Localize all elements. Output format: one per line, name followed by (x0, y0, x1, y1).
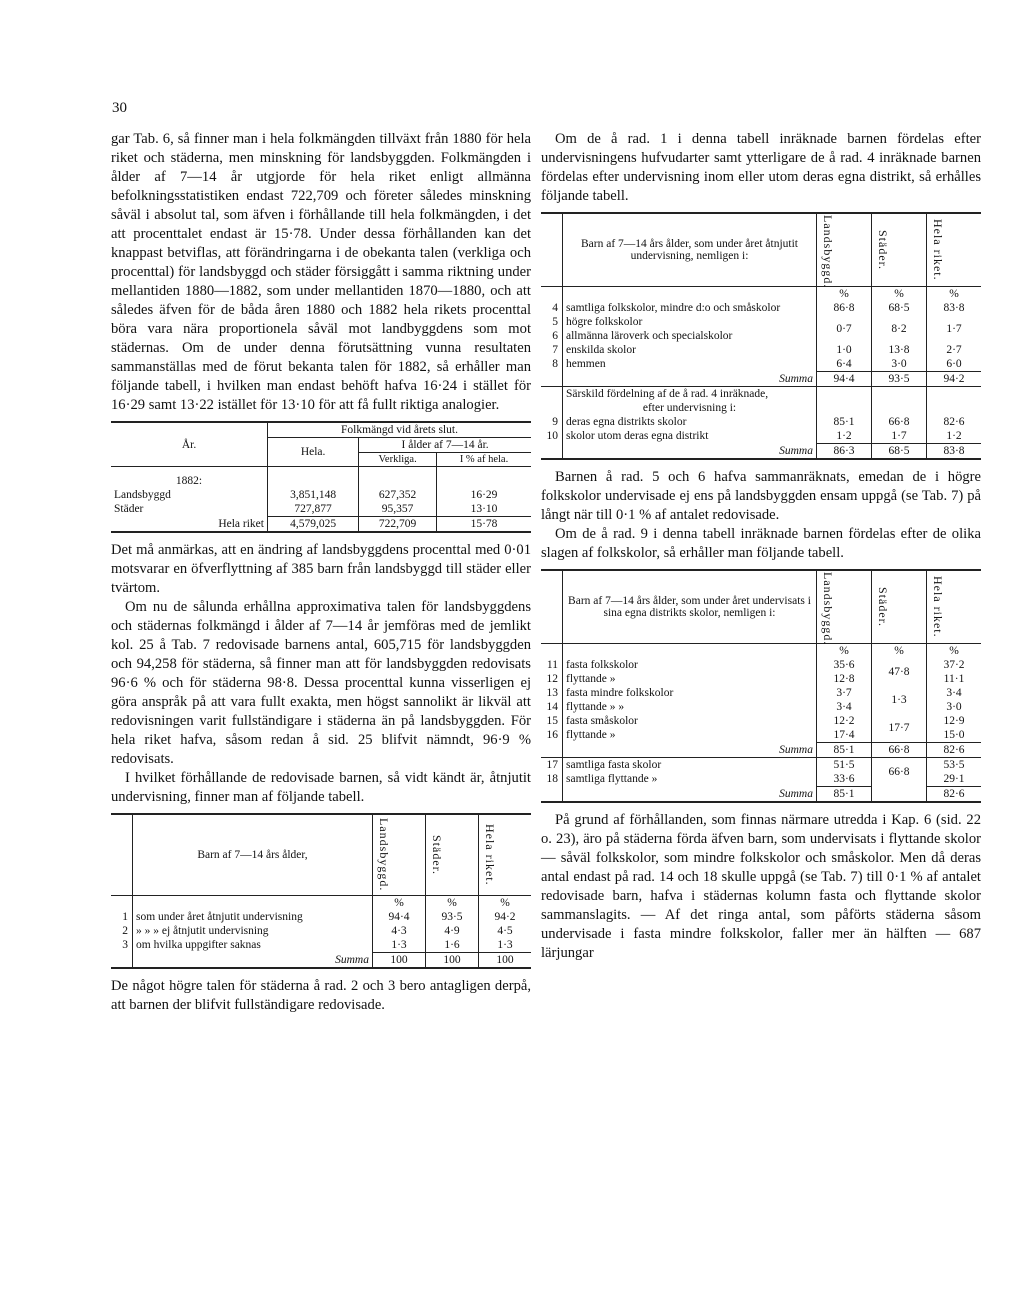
percent-sign: % (927, 644, 982, 659)
cell: 68·5 (872, 444, 927, 460)
paragraph: På grund af förhållanden, som finnas närmare utredda i Kap. 6 (sid. 22 o. 23), äro på städerna förda äfven barn, som undervisats i flyttande skolor — såväl folkskolor, som mindre folkskolor och småskolor. Men då deras antal endast på rad. 14 och 18 skulle uppgå (se Tab. 7) till 0·1 % af antalet redovisade barn, hafva i städernas kolumn fasta och flyttande skolor sammanslagits. — Af det ringa antal, som påförts städerna såsom undervisade i fasta mindre folkskolor, faller mer än hälften — 687 lärjungar (541, 812, 981, 961)
cell: 3·0 (872, 357, 927, 372)
row-number: 9 (552, 416, 558, 428)
cell: 93·5 (872, 372, 927, 387)
paragraph: De något högre talen för städerna å rad. 2 och 3 bero antagligen derpå, att barnen der blifvit fullständigare redovisade. (111, 978, 531, 1013)
page-number: 30 (112, 100, 127, 116)
row-label: flyttande » » (563, 700, 817, 714)
cell: 17·4 (817, 728, 872, 743)
cell: 82·6 (927, 787, 982, 803)
cell: 93·5 (426, 910, 479, 924)
header-land: Landsbyggd. (821, 572, 835, 646)
cell: 3·0 (927, 700, 982, 714)
cell: 11·1 (927, 672, 982, 686)
cell: 4·9 (426, 924, 479, 938)
cell: 83·8 (927, 444, 982, 460)
table-row (541, 301, 981, 315)
row-number: 2 (122, 925, 128, 937)
cell: 6·4 (817, 357, 872, 372)
cell: 29·1 (927, 772, 982, 787)
cell: 86·8 (817, 301, 872, 315)
header-hela: Hela riket. (931, 576, 945, 638)
cell: 51·5 (817, 758, 872, 773)
cell: 727,877 (268, 502, 359, 517)
percent-sign: % (479, 896, 532, 911)
cell: 12·2 (817, 714, 872, 728)
cell: 13·10 (437, 502, 531, 517)
cell: 85·1 (817, 415, 872, 429)
header-label: Barn af 7—14 års ålder, (133, 814, 373, 896)
cell: 86·3 (817, 444, 872, 460)
table-row (541, 686, 981, 700)
row-number: 7 (552, 344, 558, 356)
cell: 4,579,025 (268, 517, 359, 533)
header-year: År. (111, 422, 268, 467)
cell: 85·1 (817, 743, 872, 758)
row-number: 6 (552, 330, 558, 342)
table-row (111, 502, 531, 517)
cell: 95,357 (359, 502, 437, 517)
paragraph: Barnen å rad. 5 och 6 hafva sammanräknats, emedan de i högre folkskolor undervisade ej ens på landsbyggden ensam uppgå (se Tab. 7) på långt när till 0·1 % af antalet redovisade. (541, 469, 981, 523)
cell: 37·2 (927, 658, 982, 672)
cell: 4·3 (373, 924, 426, 938)
cell: 68·5 (872, 301, 927, 315)
row-label: hemmen (563, 357, 817, 372)
row-number: 1 (122, 911, 128, 923)
cell: 12·9 (927, 714, 982, 728)
table-row (541, 429, 981, 444)
summa-row (541, 787, 981, 803)
cell: 47·8 (872, 658, 927, 686)
row-number: 5 (552, 316, 558, 328)
table-row (541, 357, 981, 372)
table-row (111, 517, 531, 533)
row-label: samtliga fasta skolor (563, 758, 817, 773)
cell: 100 (373, 953, 426, 969)
education-table (111, 813, 531, 969)
header-folkmangd: Folkmängd vid årets slut. (268, 422, 532, 438)
cell: 1·3 (373, 938, 426, 953)
school-type-table (541, 212, 981, 460)
cell: 1·0 (817, 343, 872, 357)
row-number: 4 (552, 302, 558, 314)
sub-heading: Särskild fördelning af de å rad. 4 inräknade, (563, 387, 817, 402)
cell: 16·29 (437, 488, 531, 502)
header-stad: Städer. (876, 587, 890, 627)
cell: 12·8 (817, 672, 872, 686)
cell: 85·1 (817, 787, 872, 803)
header-hela: Hela. (268, 438, 359, 467)
cell: 82·6 (927, 743, 982, 758)
cell: 15·0 (927, 728, 982, 743)
cell: 1·6 (426, 938, 479, 953)
summa-row (111, 953, 531, 969)
row-label: samtliga folkskolor, mindre d:o och småskolor (563, 301, 817, 315)
paragraph: Om nu de sålunda erhållna approximativa talen för landsbyggdens och städernas folkmängd i ålder af 7—14 år jemföras med de jemlikt kol. 25 å Tab. 7 redovisade barnens antal, 605,715 för landsbyggden och 94,258 för städerna, så finner man att för landsbyggden redovisats 96·6 % och för städerna 98·8. Dessa procenttal kunna visserligen ej göra anspråk på att vara fullt exakta, men högst sannolikt är likväl att redovisningen varit fullständigare i städerna än på landsbyggden. För hela riket hafva, såsom redan å sid. 25 blifvit nämndt, 96·9 % redovisats. (111, 599, 531, 767)
cell: 722,709 (359, 517, 437, 533)
sub-heading: efter undervisning i: (563, 401, 817, 415)
cell: 1·7 (927, 315, 982, 343)
header-label: Barn af 7—14 års ålder, som under året undervisats i sina egna distrikts skolor, nemligen i: (563, 570, 817, 644)
header-land: Landsbyggd. (821, 215, 835, 289)
percent-sign: % (373, 896, 426, 911)
row-number: 11 (546, 659, 558, 671)
row-number: 12 (546, 673, 558, 685)
table-row (541, 343, 981, 357)
row-label: allmänna läroverk och specialskolor (563, 329, 817, 343)
row-number: 13 (546, 687, 558, 699)
summa-row (541, 372, 981, 387)
table-row (111, 938, 531, 953)
percent-sign: % (426, 896, 479, 911)
paragraph: I hvilket förhållande de redovisade barnen, så vidt kändt är, åtnjutit undervisning, finner man af följande tabell. (111, 770, 531, 805)
cell: 82·6 (927, 415, 982, 429)
header-hela: Hela riket. (483, 824, 497, 886)
year-label: 1882: (175, 475, 203, 487)
cell: 33·6 (817, 772, 872, 787)
summa-row (541, 444, 981, 460)
cell: 94·4 (373, 910, 426, 924)
row-label: enskilda skolor (563, 343, 817, 357)
row-label: fasta mindre folkskolor (563, 686, 817, 700)
cell: 94·2 (479, 910, 532, 924)
percent-sign: % (927, 287, 982, 302)
row-number: 14 (546, 701, 558, 713)
cell: 8·2 (872, 315, 927, 343)
cell: 1·2 (927, 429, 982, 444)
row-number: 16 (546, 729, 558, 742)
row-label: flyttande » (563, 728, 817, 743)
row-number: 3 (122, 939, 128, 952)
cell: 66·8 (872, 758, 927, 787)
cell: 1·3 (872, 686, 927, 714)
cell: 1·3 (479, 938, 532, 953)
row-label: om hvilka uppgifter saknas (133, 938, 373, 953)
row-label: fasta småskolor (563, 714, 817, 728)
percent-sign: % (872, 644, 927, 659)
cell: 3·4 (927, 686, 982, 700)
cell: 66·8 (872, 743, 927, 758)
header-stad: Städer. (876, 230, 890, 270)
row-label: Landsbyggd (114, 489, 171, 501)
cell: 17·7 (872, 714, 927, 743)
left-column (111, 130, 531, 1015)
header-label: Barn af 7—14 års ålder, som under året åtnjutit undervisning, nemligen i: (563, 213, 817, 287)
summa-row (541, 743, 981, 758)
cell: 3,851,148 (268, 488, 359, 502)
table-row (541, 658, 981, 672)
header-verkliga: Verkliga. (359, 453, 437, 467)
row-number: 10 (546, 430, 558, 443)
percent-sign: % (817, 644, 872, 659)
cell: 3·4 (817, 700, 872, 714)
row-number: 17 (541, 758, 563, 773)
table-row (541, 315, 981, 329)
cell: 100 (479, 953, 532, 969)
summa-label: Summa (133, 953, 373, 969)
cell: 100 (426, 953, 479, 969)
cell: 15·78 (437, 517, 531, 533)
row-label: flyttande » (563, 672, 817, 686)
header-alder: I ålder af 7—14 år. (359, 438, 531, 453)
summa-label: Summa (563, 444, 817, 460)
cell: 94·2 (927, 372, 982, 387)
row-label: deras egna distrikts skolor (563, 415, 817, 429)
table-row (541, 415, 981, 429)
header-hela: Hela riket. (931, 219, 945, 281)
cell: 4·5 (479, 924, 532, 938)
row-label: Hela riket (218, 517, 264, 530)
cell: 6·0 (927, 357, 982, 372)
table-row (111, 910, 531, 924)
folkskola-table (541, 569, 981, 803)
table-row (541, 714, 981, 728)
header-land: Landsbyggd. (377, 818, 391, 892)
header-stad: Städer. (430, 835, 444, 875)
summa-label: Summa (563, 787, 817, 803)
row-label: skolor utom deras egna distrikt (563, 429, 817, 444)
cell: 2·7 (927, 343, 982, 357)
row-label: samtliga flyttande » (563, 772, 817, 787)
paragraph: Om de å rad. 1 i denna tabell inräknade barnen fördelas efter undervisningens hufvudarter samt ytterligare de å rad. 4 inräknade barnen fördelas efter undervisning inom eller utom deras egna distrikt, så erhålles följande tabell. (541, 131, 981, 204)
table-row (111, 924, 531, 938)
summa-label: Summa (563, 372, 817, 387)
cell: 0·7 (817, 315, 872, 343)
row-number: 18 (546, 773, 558, 786)
row-label: fasta folkskolor (563, 658, 817, 672)
cell: 66·8 (872, 415, 927, 429)
row-label: » » » ej åtnjutit undervisning (133, 924, 373, 938)
paragraph: Om de å rad. 9 i denna tabell inräknade barnen fördelas efter de olika slagen af folkskolor, så erhåller man följande tabell. (541, 526, 981, 561)
percent-sign: % (817, 287, 872, 302)
row-number: 15 (546, 715, 558, 727)
row-label: högre folkskolor (563, 315, 817, 329)
cell: 1·7 (872, 429, 927, 444)
cell: 83·8 (927, 301, 982, 315)
table-row (111, 488, 531, 502)
cell: 94·4 (817, 372, 872, 387)
cell: 1·2 (817, 429, 872, 444)
cell: 627,352 (359, 488, 437, 502)
population-table (111, 421, 531, 533)
row-label: som under året åtnjutit undervisning (133, 910, 373, 924)
cell: 53·5 (927, 758, 982, 773)
cell: 13·8 (872, 343, 927, 357)
paragraph: gar Tab. 6, så finner man i hela folkmängden tillväxt från 1880 för hela riket och städerna, men minskning för landsbyggden. Folkmängden i ålder af 7—14 år utgjorde för hela riket enligt allmänna befolkningsstatistiken endast 722,709 och företer således minskning såväl i absolut tal, som äfven i förhållande till hela folkmängden, i det att procenttalet endast är 15·78. Under dessa förhållanden kan det knappast betviflas, att förändringarna i de obekanta talen (verkliga och procenttal) för landsbyggd och städer försiggått i samma riktning under mellantiden 1880—1882, som under mellantiden 1870—1880, och att således äfven för de båda åren 1880 och 1882 hela rikets procenttal böra vara nära proportionela såväl mot landbyggdens som mot städernas. Om de under denna förutsättning vunna resultaten sammanställas med de förut bekanta talen för 1882, så erhåller man följande tabell, i hvilken man endast behöft hafva 16·24 i stället för 16·29 samt 13·22 istället för 13·10 för att få fullt riktiga analogier. (111, 131, 531, 413)
summa-label: Summa (563, 743, 817, 758)
row-label: Städer (114, 503, 144, 516)
header-procent: I % af hela. (437, 453, 531, 467)
row-number: 8 (552, 358, 558, 371)
cell: 35·6 (817, 658, 872, 672)
paragraph: Det må anmärkas, att en ändring af landsbyggdens procenttal med 0·01 motsvarar en öfverflyttning af 385 barn från landsbyggd till städer eller tvärtom. (111, 542, 531, 596)
cell: 3·7 (817, 686, 872, 700)
right-column (541, 130, 981, 963)
table-row (541, 758, 981, 773)
percent-sign: % (872, 287, 927, 302)
